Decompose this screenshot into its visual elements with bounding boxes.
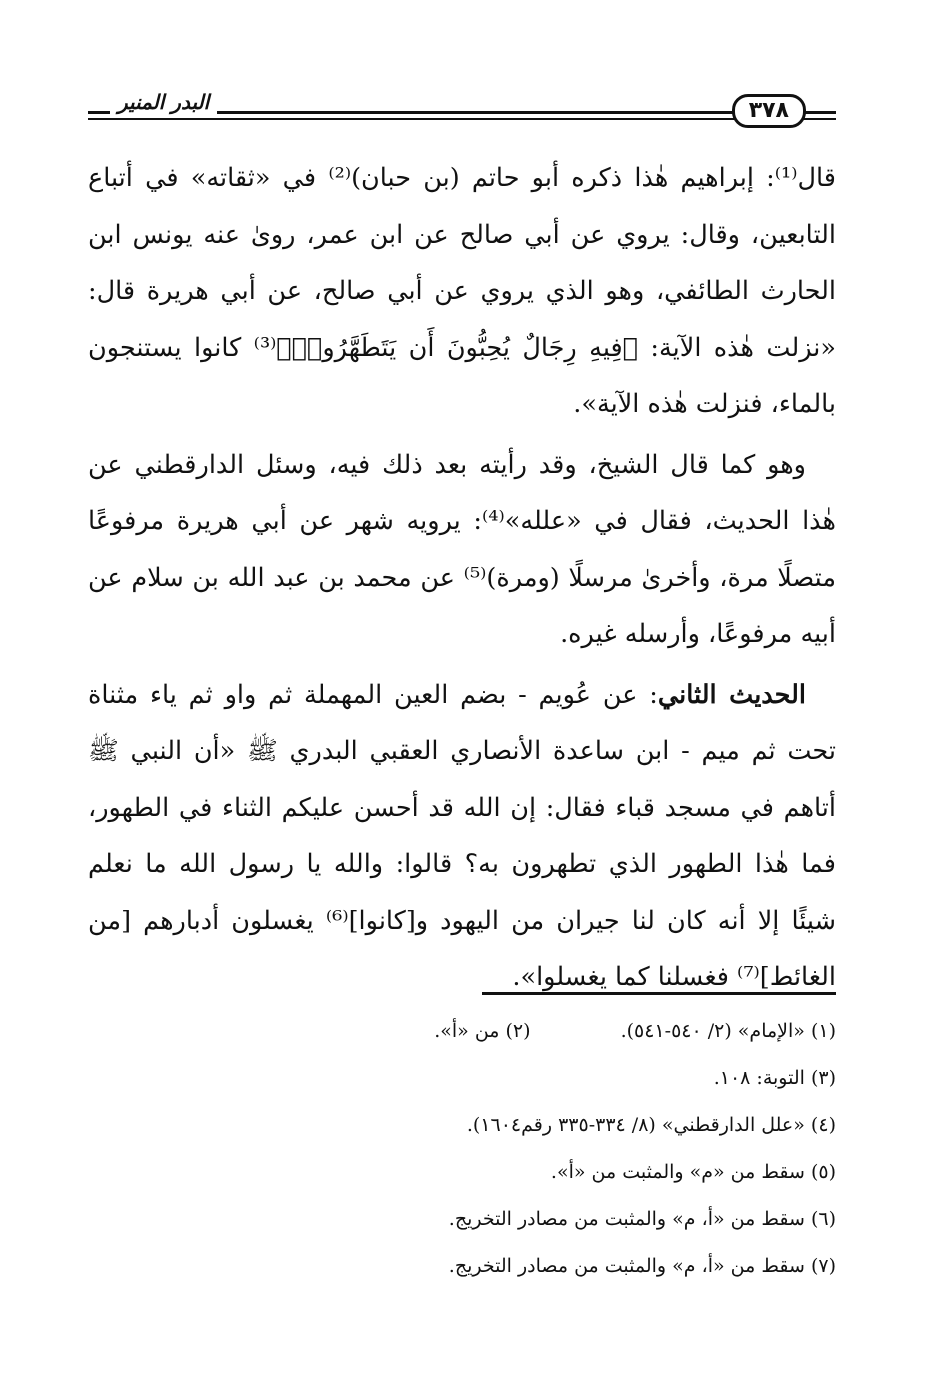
footnote-row	[300, 1102, 836, 1149]
paragraph-2: وهو كما قال الشيخ، وقد رأيته بعد ذلك فيه، وسئل الدارقطني عن هٰذا الحديث، فقال في «علله»⁽⁴⁾: يرويه شهر عن أبي هريرة مرفوعًا متصلًا مرة، وأخرىٰ مرسلًا (ومرة)⁽⁵⁾ عن محمد بن عبد الله بن سلام عن أبيه مرفوعًا، وأرسله غيره.	[88, 449, 836, 649]
footnote-row	[300, 1243, 836, 1290]
footnote-row	[300, 1149, 836, 1196]
footnotes	[300, 1008, 836, 1290]
paragraph-1: قال⁽¹⁾: إبراهيم هٰذا ذكره أبو حاتم (بن حبان)⁽²⁾ في «ثقاته» في أتباع التابعين، وقال: يروي عن أبي صالح عن ابن عمر، روىٰ عنه يونس ابن الحارث الطائفي، وهو الذي يروي عن أبي صالح، عن أبي هريرة قال: «نزلت هٰذه الآية: ﴿فِيهِ رِجَالٌ يُحِبُّونَ أَن يَتَطَهَّرُوا۟﴾⁽³⁾ كانوا يستنجون بالماء، فنزلت هٰذه الآية».	[88, 163, 836, 419]
footnote-3: (٣) التوبة: ١٠٨.	[713, 1067, 836, 1089]
footnote-row	[300, 1196, 836, 1243]
hadith-text: : عن عُويم - بضم العين المهملة ثم واو ثم ياء مثناة تحت ثم ميم - ابن ساعدة الأنصاري العقبي البدري ﷺ «أن النبي ﷺ أتاهم في مسجد قباء فقال: إن الله قد أحسن عليكم الثناء في الطهور، فما هٰذا الطهور الذي تطهرون به؟ قالوا: والله يا رسول الله ما نعلم شيئًا إلا أنه كان لنا جيران من اليهود و[كانوا]⁽⁶⁾ يغسلون أدبارهم [من الغائط]⁽⁷⁾ فغسلنا كما يغسلوا».	[88, 679, 836, 992]
footnote-row	[300, 1055, 836, 1102]
footnote-4: (٤) «علل الدارقطني» (٨/ ٣٣٤-٣٣٥ رقم١٦٠٤).	[466, 1114, 836, 1136]
paragraph-3	[88, 667, 836, 1006]
header-rule-bottom	[88, 118, 836, 120]
footnote-row	[300, 1008, 836, 1055]
footnote-1: (١) «الإمام» (٢/ ٥٤٠-٥٤١).	[620, 1020, 836, 1042]
footnote-6: (٦) سقط من «أ، م» والمثبت من مصادر التخريج.	[448, 1208, 836, 1230]
page-number: ٣٧٨	[732, 94, 806, 128]
footnote-5: (٥) سقط من «م» والمثبت من «أ».	[550, 1161, 836, 1183]
hadith-heading: الحديث الثاني	[657, 679, 806, 710]
footnote-separator	[482, 992, 836, 995]
footnote-2: (٢) من «أ».	[434, 1020, 531, 1042]
book-title: البدر المنير	[110, 90, 217, 114]
main-text	[88, 150, 836, 1006]
page-header	[88, 90, 836, 130]
footnote-7: (٧) سقط من «أ، م» والمثبت من مصادر التخريج.	[448, 1255, 836, 1277]
